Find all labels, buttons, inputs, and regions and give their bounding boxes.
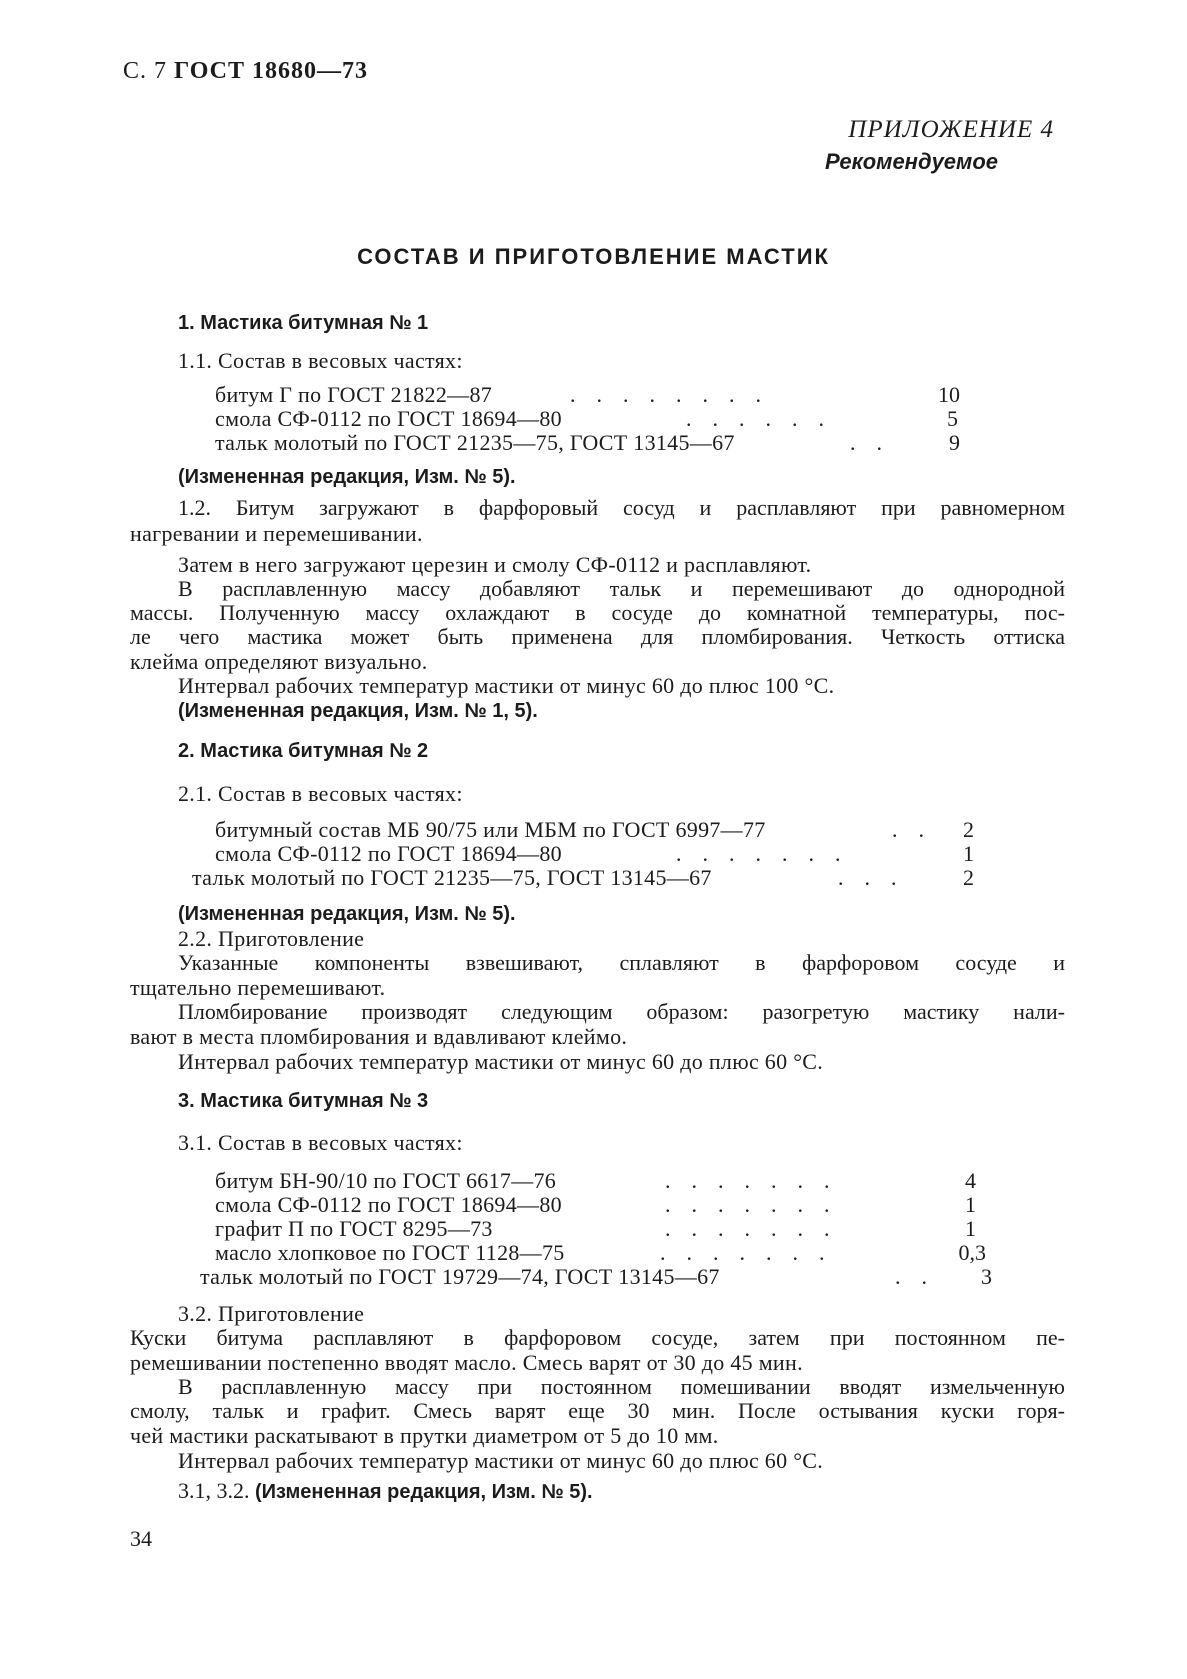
paragraph-line: 1.2. Битум загружают в фарфоровый сосуд и расплавляют при равномерном [178, 495, 1065, 520]
revision-note: (Измененная редакция, Изм. № 5). [178, 466, 516, 488]
section-3-composition-label: 3.1. Состав в весовых частях: [178, 1130, 463, 1155]
paragraph-line: ремешивании постепенно вводят масло. Смесь варят от 30 до 45 мин. [130, 1350, 803, 1375]
paragraph-line: тщательно перемешивают. [130, 975, 386, 1000]
paragraph-line: ле чего мастика может быть применена для пломбирования. Четкость оттиска [130, 624, 1065, 649]
revision-note-prefix: 3.1, 3.2. [178, 1478, 250, 1503]
temperature-interval: Интервал рабочих температур мастики от минус 60 до плюс 60 °C. [178, 1448, 824, 1473]
revision-note: (Измененная редакция, Изм. № 5). [178, 903, 516, 925]
composition-item-name: тальк молотый по ГОСТ 21235—75, ГОСТ 13145—67 [215, 430, 735, 455]
composition-item-name: смола СФ-0112 по ГОСТ 18694—80 [215, 841, 562, 866]
composition-item-name: тальк молотый по ГОСТ 19729—74, ГОСТ 13145—67 [200, 1264, 720, 1289]
appendix-status: Рекомендуемое [824, 149, 998, 174]
paragraph-line: В расплавленную массу при постоянном помешивании вводят измельченную [178, 1374, 1065, 1399]
composition-item-value: 5 [947, 406, 958, 431]
leader-dots: ....... [665, 1192, 851, 1217]
section-3-heading: 3. Мастика битумная № 3 [178, 1090, 429, 1112]
page-title: СОСТАВ И ПРИГОТОВЛЕНИЕ МАСТИК [357, 244, 830, 269]
revision-note-line [178, 1478, 593, 1504]
section-1-heading: 1. Мастика битумная № 1 [178, 312, 429, 334]
section-2-composition-label: 2.1. Состав в весовых частях: [178, 781, 463, 806]
composition-item-value: 3 [981, 1264, 992, 1289]
paragraph-line: массы. Полученную массу охлаждают в сосуде до комнатной температуры, пос- [130, 600, 1065, 625]
composition-item-name: смола СФ-0112 по ГОСТ 18694—80 [215, 406, 562, 431]
leader-dots: ....... [676, 841, 862, 866]
running-header [123, 58, 368, 85]
leader-dots: ...... [686, 406, 845, 431]
page-number: 34 [130, 1526, 152, 1551]
temperature-interval: Интервал рабочих температур мастики от минус 60 до плюс 100 °C. [178, 673, 835, 698]
leader-dots: .. [892, 817, 945, 842]
composition-item-value: 10 [938, 382, 960, 407]
leader-dots: ....... [665, 1168, 851, 1193]
composition-item-name: масло хлопковое по ГОСТ 1128—75 [215, 1240, 565, 1265]
paragraph-line: Куски битума расплавляют в фарфоровом сосуде, затем при постоянном пе- [130, 1325, 1065, 1350]
paragraph-line: вают в места пломбирования и вдавливают клеймо. [130, 1024, 628, 1049]
appendix-label: ПРИЛОЖЕНИЕ 4 [848, 116, 1054, 143]
leader-dots: ....... [665, 1216, 851, 1241]
revision-note: (Измененная редакция, Изм. № 5). [255, 1481, 593, 1503]
composition-item-name: битум Г по ГОСТ 21822—87 [215, 382, 493, 407]
composition-item-name: тальк молотый по ГОСТ 21235—75, ГОСТ 13145—67 [192, 865, 712, 890]
paragraph-line: чей мастики раскатывают в прутки диаметром от 5 до 10 мм. [130, 1423, 719, 1448]
standard-code: ГОСТ 18680—73 [174, 58, 368, 84]
revision-note: (Измененная редакция, Изм. № 1, 5). [178, 700, 538, 722]
leader-dots: ........ [570, 382, 782, 407]
section-2-heading: 2. Мастика битумная № 2 [178, 740, 429, 762]
composition-item-value: 2 [963, 865, 974, 890]
composition-item-name: битум БН-90/10 по ГОСТ 6617—76 [215, 1168, 557, 1193]
preparation-label: 3.2. Приготовление [178, 1301, 365, 1326]
leader-dots: .. [850, 430, 903, 455]
paragraph-line: смолу, тальк и графит. Смесь варят еще 30 мин. После остывания куски горя- [130, 1398, 1065, 1423]
leader-dots: .. [895, 1264, 948, 1289]
page-ref: С. 7 [123, 58, 168, 84]
paragraph-line: Указанные компоненты взвешивают, сплавляют в фарфоровом сосуде и [178, 950, 1065, 975]
section-1-composition-label: 1.1. Состав в весовых частях: [178, 348, 463, 373]
paragraph-line: В расплавленную массу добавляют тальк и перемешивают до однородной [178, 576, 1065, 601]
paragraph-line: Затем в него загружают церезин и смолу СФ-0112 и расплавляют. [178, 552, 812, 577]
composition-item-name: битумный состав МБ 90/75 или МБМ по ГОСТ 6997—77 [215, 817, 766, 842]
composition-item-value: 1 [965, 1192, 976, 1217]
paragraph-line: Пломбирование производят следующим образом: разогретую мастику нали- [178, 999, 1065, 1024]
composition-item-value: 1 [963, 841, 974, 866]
preparation-label: 2.2. Приготовление [178, 926, 365, 951]
paragraph-line: нагревании и перемешивании. [130, 521, 423, 546]
leader-dots: ... [838, 865, 918, 890]
composition-item-value: 0,3 [958, 1240, 986, 1265]
composition-item-value: 1 [965, 1216, 976, 1241]
composition-item-name: смола СФ-0112 по ГОСТ 18694—80 [215, 1192, 562, 1217]
composition-item-name: графит П по ГОСТ 8295—73 [215, 1216, 493, 1241]
leader-dots: ....... [660, 1240, 846, 1265]
temperature-interval: Интервал рабочих температур мастики от минус 60 до плюс 60 °C. [178, 1049, 824, 1074]
paragraph-line: клейма определяют визуально. [130, 649, 428, 674]
composition-item-value: 2 [963, 817, 974, 842]
composition-item-value: 4 [965, 1168, 976, 1193]
composition-item-value: 9 [949, 430, 960, 455]
